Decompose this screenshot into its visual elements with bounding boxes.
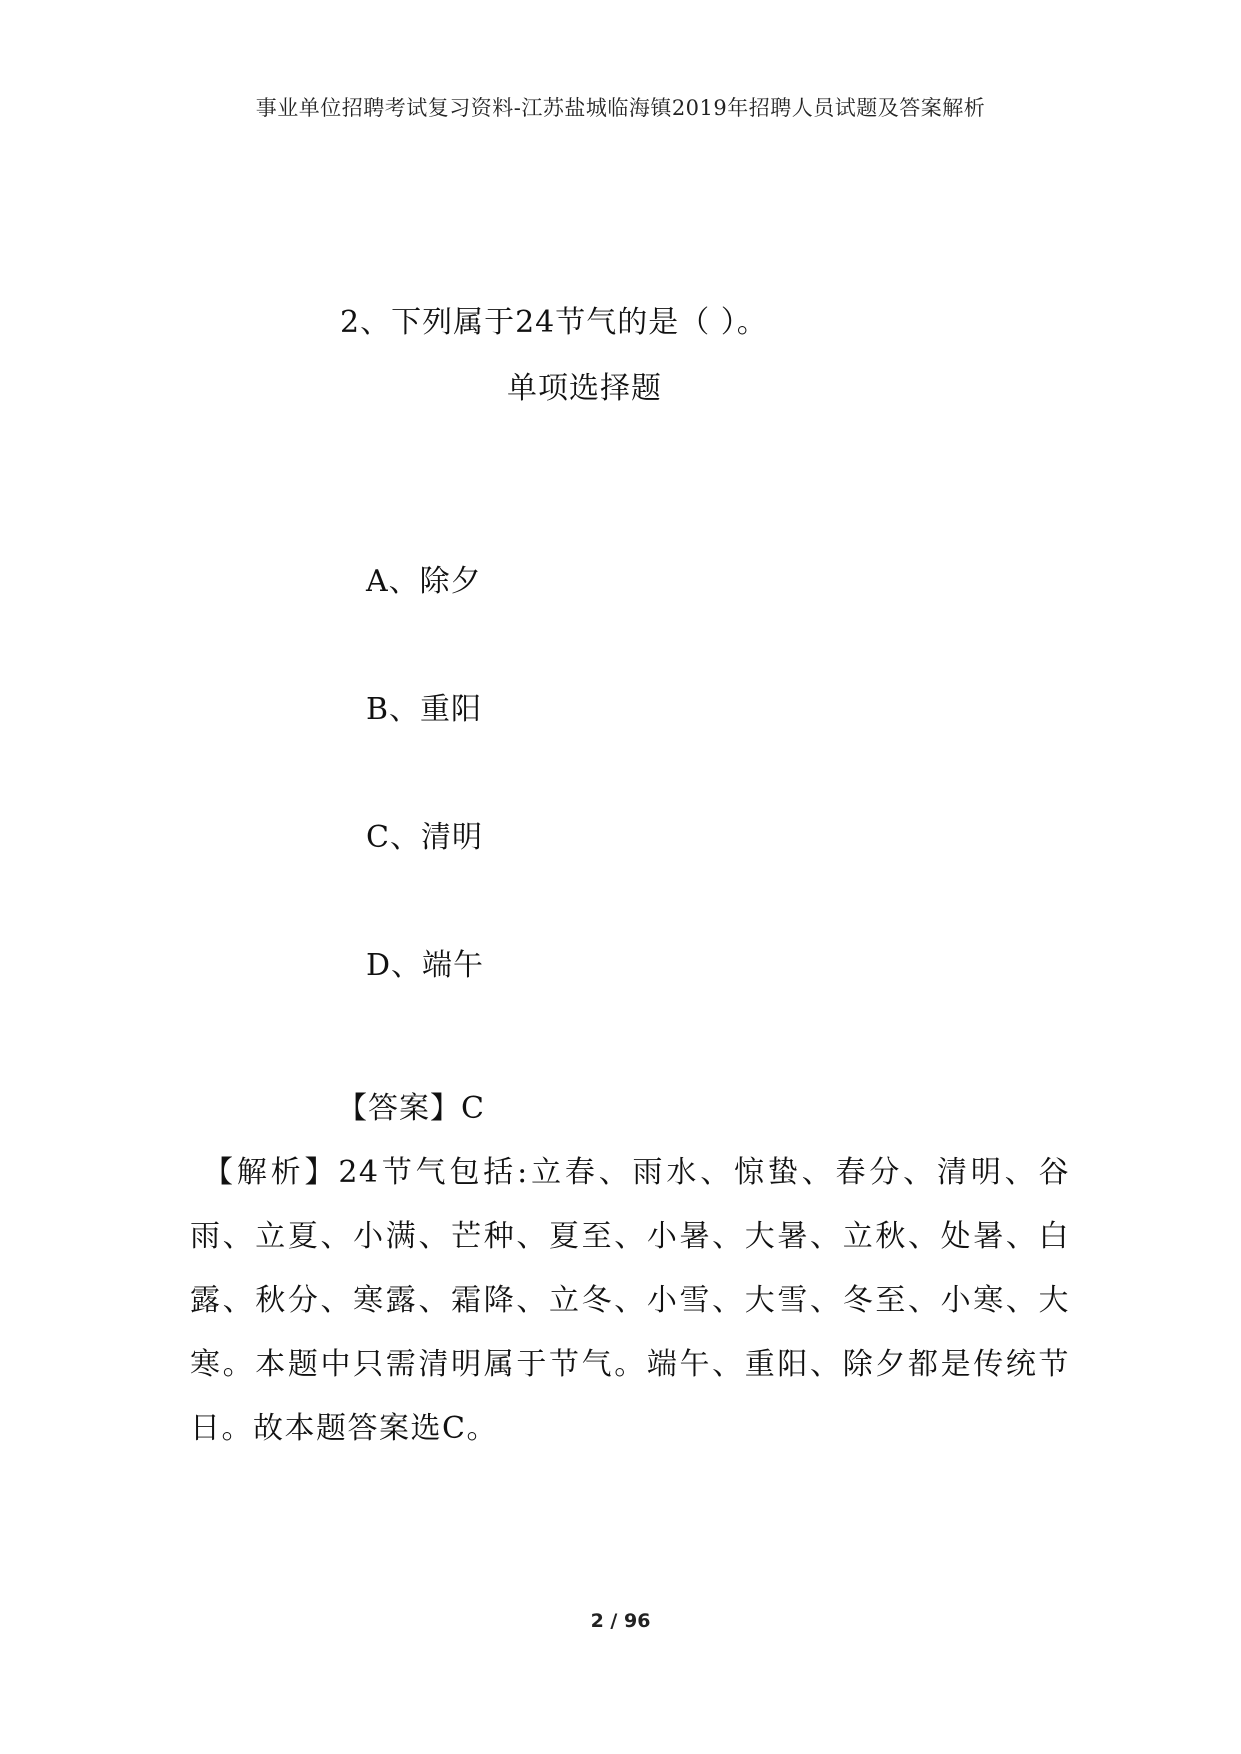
analysis-paragraph: 【解析】24节气包括:立春、雨水、惊蛰、春分、清明、谷雨、立夏、小满、芒种、夏至、小暑、大暑、立秋、处暑、白露、秋分、寒露、霜降、立冬、小雪、大雪、冬至、小寒、大寒。本题中只需清明属于节气。端午、重阳、除夕都是传统节日。故本题答案选C。 [190, 1155, 1070, 1446]
question-type: 单项选择题 [507, 371, 662, 406]
page-number: 2 / 96 [590, 1610, 651, 1632]
question-stem: 2、下列属于24节气的是（ ）。 [340, 305, 768, 340]
option-b: B、重阳 [366, 692, 483, 727]
answer-line: 【答案】C [337, 1091, 485, 1126]
document-header: 事业单位招聘考试复习资料-江苏盐城临海镇2019年招聘人员试题及答案解析 [255, 96, 986, 120]
option-c: C、清明 [366, 820, 483, 855]
option-d: D、端午 [366, 948, 485, 983]
option-a: A、除夕 [366, 564, 482, 599]
